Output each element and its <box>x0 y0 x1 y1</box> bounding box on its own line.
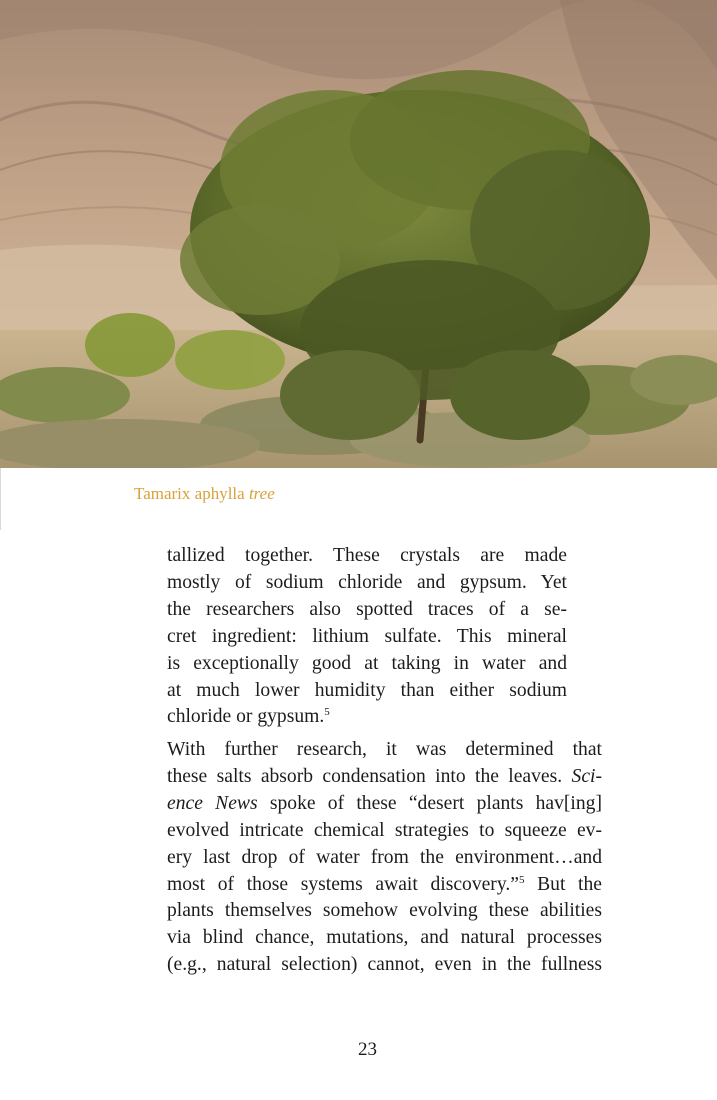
text-line: the researchers also spotted traces of a se- <box>167 598 567 620</box>
text-line-with-italic <box>134 791 602 818</box>
text-segment: most of those systems await discovery.” <box>167 873 519 895</box>
text-line: ery last drop of water from the environment…and <box>167 846 602 868</box>
text-line: mostly of sodium chloride and gypsum. Yet <box>167 571 567 593</box>
text-line-last <box>167 704 567 731</box>
footnote-ref: 5 <box>518 873 525 886</box>
margin-rule <box>0 468 1 530</box>
text-line: evolved intricate chemical strategies to squeeze ev- <box>167 819 602 841</box>
figure-caption <box>134 484 275 504</box>
text-line-with-italic <box>134 764 602 791</box>
text-line: cret ingredient: lithium sulfate. This mineral <box>167 625 567 647</box>
paragraph-continued <box>167 543 567 731</box>
publication-title-start: Sci- <box>571 765 602 787</box>
text-segment: spoke of these “desert plants hav[ing] <box>269 792 602 814</box>
publication-title-end: ence News <box>167 792 258 814</box>
page-number: 23 <box>358 1039 377 1060</box>
paragraph-further-research <box>134 737 602 979</box>
tamarix-tree-photo <box>0 0 717 468</box>
text-segment: these salts absorb condensation into the leaves. <box>167 765 563 787</box>
text-line: chloride or gypsum. <box>167 706 325 728</box>
text-line: via blind chance, mutations, and natural processes <box>167 927 602 949</box>
text-line: is exceptionally good at taking in water and <box>167 652 567 674</box>
text-line: tallized together. These crystals are made <box>167 545 567 566</box>
text-line: at much lower humidity than either sodium <box>167 679 567 701</box>
text-line: plants themselves somehow evolving these abilities <box>167 900 602 922</box>
text-line: With further research, it was determined that <box>167 739 602 760</box>
caption-species: Tamarix aphylla <box>134 484 245 503</box>
text-line: (e.g., natural selection) cannot, even in the fullness <box>167 954 602 976</box>
caption-suffix: tree <box>248 484 275 503</box>
text-segment: But the <box>537 873 602 895</box>
text-line-with-footnote <box>134 872 602 899</box>
footnote-ref: 5 <box>324 706 330 719</box>
